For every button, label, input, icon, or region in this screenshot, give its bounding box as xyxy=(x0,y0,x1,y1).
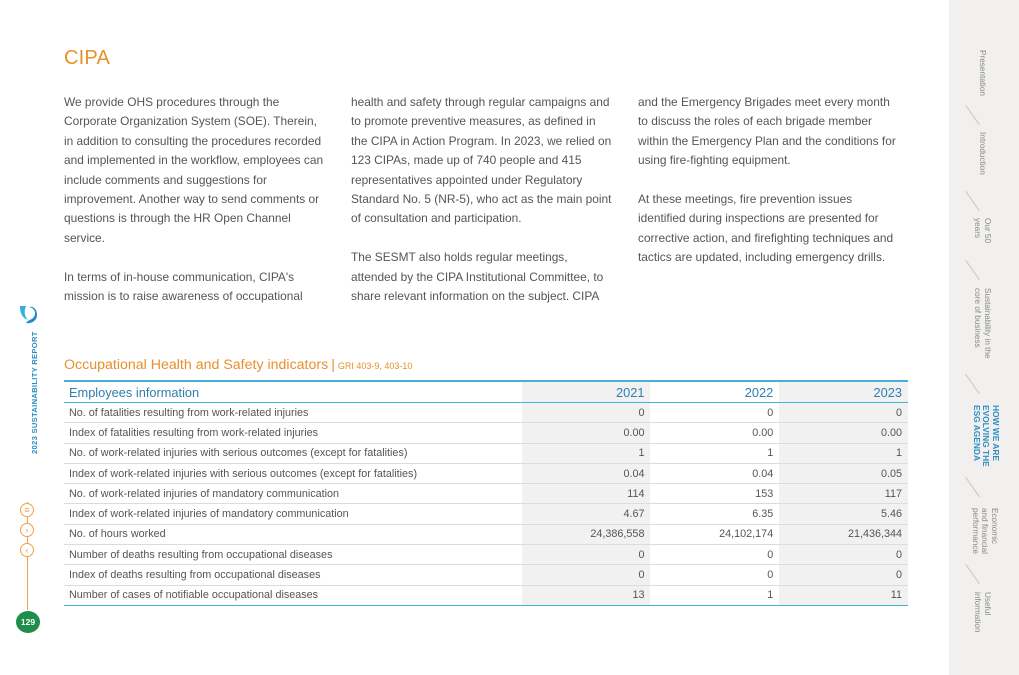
table-cell: 0 xyxy=(522,565,651,585)
text-column-3 xyxy=(638,93,900,287)
table-cell: 0 xyxy=(779,545,908,565)
paragraph: The SESMT also holds regular meetings, attended by the CIPA Institutional Committee, to share relevant information on the subject. CIPA xyxy=(351,250,604,304)
sidebar-item-sustainability[interactable]: Sustainability in the core of business xyxy=(973,288,992,359)
table-cell: 1 xyxy=(650,443,779,463)
paragraph: health and safety through regular campaigns and to promote preventive measures, as defined in the CIPA in Action Program. In 2023, we relied on 123 CIPAs, made up of 740 people and 415 representatives appointed under Regulatory Standard No. 5 (NR-5), who act as the main point of consultation and participation. xyxy=(351,95,612,226)
sidebar-item-introduction[interactable]: Introduction xyxy=(978,132,987,175)
table-row xyxy=(64,484,908,504)
column-header: Employees information xyxy=(64,381,522,403)
table-cell: 13 xyxy=(522,585,651,605)
table-cell: 21,436,344 xyxy=(779,524,908,544)
indicators-table xyxy=(64,380,908,606)
table-cell: 0 xyxy=(779,565,908,585)
table-row xyxy=(64,463,908,483)
page-number-badge xyxy=(16,611,40,633)
table-row xyxy=(64,524,908,544)
text-column-2 xyxy=(351,93,613,326)
table-cell: 1 xyxy=(522,443,651,463)
table-cell: 0.00 xyxy=(650,423,779,443)
gri-reference: GRI 403-9, 403-10 xyxy=(337,361,413,371)
table-row xyxy=(64,545,908,565)
column-header: 2021 xyxy=(522,381,651,403)
paragraph: and the Emergency Brigades meet every month to discuss the roles of each brigade member within the Emergency Plan and the conditions for using fire-fighting equipment. xyxy=(638,95,896,168)
column-header: 2022 xyxy=(650,381,779,403)
table-cell: 0 xyxy=(522,403,651,423)
table-cell: 0.04 xyxy=(650,463,779,483)
page-number: 129 xyxy=(20,617,36,627)
previous-page-icon[interactable]: ‹ xyxy=(20,543,34,557)
section-title-text: Occupational Health and Safety indicators xyxy=(64,357,329,373)
table-cell: 6.35 xyxy=(650,504,779,524)
row-label: No. of work-related injuries of mandatory communication xyxy=(64,484,522,504)
paragraph: We provide OHS procedures through the Corporate Organization System (SOE). Therein, in addition to consulting the procedures recorded and implemented in the workflow, employees can include comments and suggestions for improvement. Another way to send comments or questions is through the HR Open Channel service. xyxy=(64,95,324,245)
company-logo-icon xyxy=(17,304,39,326)
page-title: CIPA xyxy=(64,47,110,69)
table-cell: 1 xyxy=(650,585,779,605)
row-label: Number of deaths resulting from occupational diseases xyxy=(64,545,522,565)
table-cell: 0 xyxy=(650,545,779,565)
table-cell: 1 xyxy=(779,443,908,463)
table-row xyxy=(64,565,908,585)
table-row xyxy=(64,403,908,423)
row-label: Index of deaths resulting from occupational diseases xyxy=(64,565,522,585)
sidebar-item-our-50-years[interactable]: Our 50 years xyxy=(973,218,992,244)
row-label: Number of cases of notifiable occupational diseases xyxy=(64,585,522,605)
paragraph: At these meetings, fire prevention issues identified during inspections are presented for corrective action, and firefighting techniques and tactics are updated, including emergency drills. xyxy=(638,192,894,265)
section-separator: | xyxy=(331,357,335,373)
paragraph: In terms of in-house communication, CIPA's mission is to raise awareness of occupational xyxy=(64,269,303,304)
table-row xyxy=(64,585,908,605)
section-title xyxy=(64,357,412,373)
row-label: No. of work-related injuries with serious outcomes (except for fatalities) xyxy=(64,443,522,463)
table-header-row xyxy=(64,381,908,403)
report-label: 2023 SUSTAINABILITY REPORT xyxy=(30,331,39,454)
sidebar-item-useful-information[interactable]: Useful information xyxy=(973,592,992,633)
next-page-icon[interactable]: › xyxy=(20,523,34,537)
row-label: Index of work-related injuries with serious outcomes (except for fatalities) xyxy=(64,463,522,483)
sidebar-item-economic-performance[interactable]: Economic and financial performance xyxy=(971,508,999,554)
sidebar-item-esg-agenda[interactable]: HOW WE ARE EVOLVING THE ESG AGENDA xyxy=(972,405,1001,467)
table-cell: 114 xyxy=(522,484,651,504)
table-cell: 11 xyxy=(779,585,908,605)
table-body xyxy=(64,403,908,606)
table-cell: 0 xyxy=(522,545,651,565)
table-cell: 0 xyxy=(650,403,779,423)
table-cell: 117 xyxy=(779,484,908,504)
table-cell: 0 xyxy=(650,565,779,585)
row-label: No. of fatalities resulting from work-related injuries xyxy=(64,403,522,423)
row-label: No. of hours worked xyxy=(64,524,522,544)
table-cell: 4.67 xyxy=(522,504,651,524)
table-cell: 24,386,558 xyxy=(522,524,651,544)
table-row xyxy=(64,504,908,524)
table-cell: 0.00 xyxy=(779,423,908,443)
table-cell: 153 xyxy=(650,484,779,504)
row-label: Index of fatalities resulting from work-related injuries xyxy=(64,423,522,443)
menu-icon[interactable]: ≡ xyxy=(20,503,34,517)
table-cell: 0.05 xyxy=(779,463,908,483)
table-cell: 24,102,174 xyxy=(650,524,779,544)
table-row xyxy=(64,423,908,443)
table-cell: 0.04 xyxy=(522,463,651,483)
row-label: Index of work-related injuries of mandatory communication xyxy=(64,504,522,524)
text-column-1 xyxy=(64,93,326,326)
table-cell: 0 xyxy=(779,403,908,423)
sidebar-item-presentation[interactable]: Presentation xyxy=(978,50,987,96)
table-cell: 5.46 xyxy=(779,504,908,524)
table-row xyxy=(64,443,908,463)
table-cell: 0.00 xyxy=(522,423,651,443)
column-header: 2023 xyxy=(779,381,908,403)
